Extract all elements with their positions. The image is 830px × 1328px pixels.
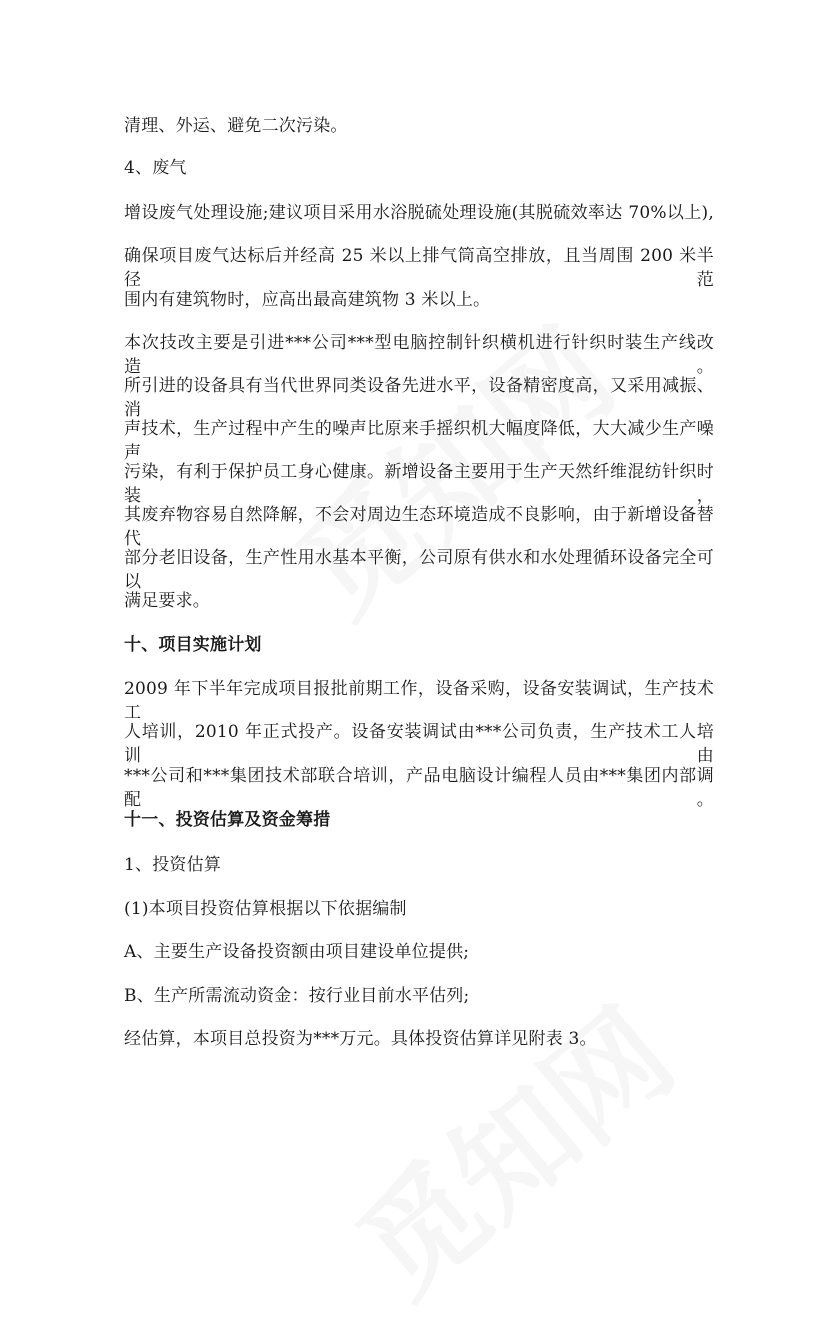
paragraph-line: A、主要生产设备投资额由项目建设单位提供;	[124, 942, 470, 962]
paragraph-line: 增设废气处理设施;建议项目采用水浴脱硫处理设施(其脱硫效率达 70%以上),	[124, 203, 714, 223]
paragraph-line: B、生产所需流动资金：按行业目前水平估列;	[124, 986, 470, 1006]
paragraph-line: (1)本项目投资估算根据以下依据编制	[124, 899, 407, 919]
paragraph-line: 人培训，2010 年正式投产。设备安装调试由***公司负责，生产技术工人培训由	[124, 722, 714, 766]
section-heading: 十一、投资估算及资金筹措	[124, 810, 331, 830]
paragraph-line: 满足要求。	[124, 591, 210, 611]
section-subheading: 4、废气	[124, 158, 187, 178]
paragraph-line: 声技术，生产过程中产生的噪声比原来手摇织机大幅度降低，大大减少生产噪声	[124, 419, 714, 463]
paragraph-line: 部分老旧设备，生产性用水基本平衡，公司原有供水和水处理循环设备完全可以	[124, 548, 714, 592]
paragraph-line: 经估算，本项目总投资为***万元。具体投资估算详见附表 3。	[124, 1029, 597, 1049]
paragraph-line: ***公司和***集团技术部联合培训，产品电脑设计编程人员由***集团内部调配。	[124, 766, 714, 810]
paragraph-line: 2009 年下半年完成项目报批前期工作，设备采购，设备安装调试，生产技术工	[124, 679, 714, 723]
section-subheading: 1、投资估算	[124, 855, 222, 875]
section-heading: 十、项目实施计划	[124, 635, 262, 655]
paragraph-line: 确保项目废气达标后并经高 25 米以上排气筒高空排放，且当周围 200 米半径范	[124, 246, 714, 290]
paragraph-line: 本次技改主要是引进***公司***型电脑控制针织横机进行针织时装生产线改造。	[124, 333, 714, 377]
paragraph-line: 清理、外运、避免二次污染。	[124, 116, 348, 136]
paragraph-line: 其废弃物容易自然降解，不会对周边生态环境造成不良影响，由于新增设备替代	[124, 505, 714, 549]
paragraph-line: 围内有建筑物时，应高出最高建筑物 3 米以上。	[124, 290, 491, 310]
paragraph-line: 所引进的设备具有当代世界同类设备先进水平，设备精密度高，又采用减振、消	[124, 376, 714, 420]
watermark	[317, 964, 703, 1327]
paragraph-line: 污染，有利于保护员工身心健康。新增设备主要用于生产天然纤维混纺针织时装，	[124, 462, 714, 506]
